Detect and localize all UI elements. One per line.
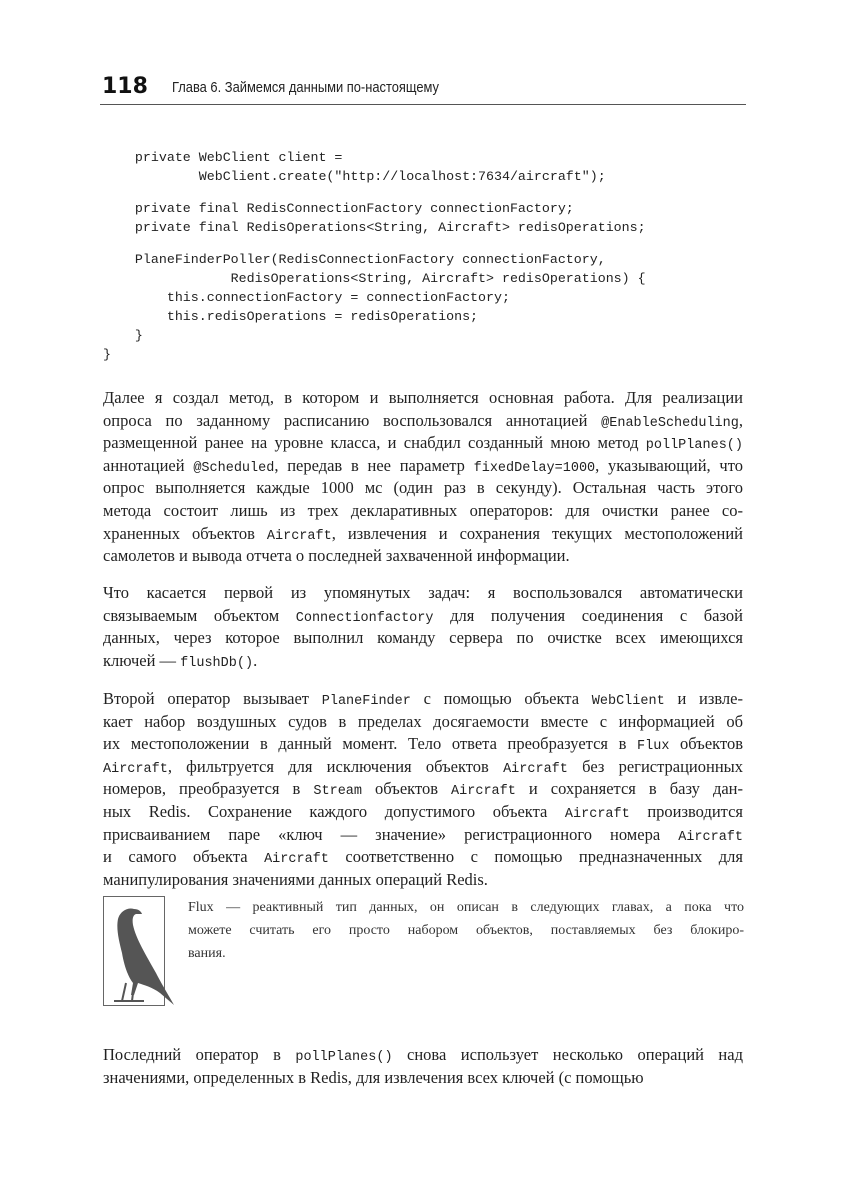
text-run: , передав в нее параметр [274, 455, 474, 475]
inline-code: Aircraft [103, 761, 168, 777]
inline-code: Flux [637, 739, 670, 755]
text-run: аннотацией [103, 455, 194, 475]
inline-code: WebClient [591, 694, 665, 709]
text-line [103, 627, 743, 650]
text-line [103, 711, 743, 734]
note-text [188, 896, 744, 965]
text-line [103, 801, 743, 824]
page-number: 118 [102, 74, 148, 99]
code-listing [103, 148, 646, 364]
text-run: присваиванием паре «ключ — значение» регистрационного номера [103, 824, 679, 844]
text-run: кает набор воздушных судов в пределах досягаемости вместе с информацией об [103, 711, 743, 731]
text-line [103, 523, 743, 546]
chapter-title: Глава 6. Займемся данными по-настоящему [172, 79, 439, 96]
text-line [103, 432, 743, 455]
text-run: снова использует несколько операций над [392, 1045, 743, 1064]
text-run: ных Redis. Сохранение каждого допустимого объекта [103, 801, 565, 821]
text-run: , указывающий, что [595, 455, 743, 475]
text-line [103, 477, 743, 500]
inline-code: Stream [313, 784, 362, 800]
header-rule [100, 104, 746, 105]
code-line: RedisOperations<String, Aircraft> redisOperations) { [103, 271, 646, 286]
text-run: без регистрационных [567, 756, 743, 776]
text-line [103, 756, 743, 779]
code-line: private WebClient client = [103, 150, 343, 165]
text-line [103, 824, 743, 847]
text-line [103, 869, 743, 892]
text-line [103, 1067, 743, 1090]
inline-code: pollPlanes() [645, 438, 743, 454]
text-line [103, 545, 743, 568]
text-line [103, 387, 743, 410]
code-line: private final RedisOperations<String, Aircraft> redisOperations; [103, 220, 646, 235]
text-run: объектов [362, 779, 452, 799]
text-run: . [253, 650, 258, 670]
text-run: , извлечения и сохранения текущих местоположений [331, 523, 743, 543]
text-line [103, 500, 743, 523]
text-run: их местоположении в данный момент. Тело ответа преобразуется в [103, 734, 638, 754]
text-run: Далее я создал метод, в котором и выполняется основная работа. Для реализации [103, 388, 743, 407]
inline-code: Aircraft [503, 761, 568, 777]
text-run: номеров, преобразуется в [103, 779, 314, 799]
code-line: WebClient.create("http://localhost:7634/aircraft"); [103, 169, 606, 184]
text-run: связываемым объектом [103, 605, 296, 625]
text-line [103, 455, 743, 478]
text-line [103, 1044, 743, 1067]
text-run: Последний оператор в [103, 1045, 296, 1064]
text-run: для получения соединения с базой [433, 605, 743, 625]
text-run: метода состоит лишь из трех декларативных операторов: для очистки ранее со- [103, 500, 743, 520]
inline-code: pollPlanes() [295, 1050, 393, 1065]
crow-note-icon [103, 896, 165, 1006]
paragraph-3 [103, 688, 743, 891]
text-line [103, 650, 743, 673]
text-line [103, 605, 743, 628]
inline-code: PlaneFinder [321, 694, 411, 709]
code-line: private final RedisConnectionFactory connectionFactory; [103, 201, 574, 216]
code-line [103, 237, 646, 250]
text-run: значениями, определенных в Redis, для извлечения всех ключей (с помощью [103, 1067, 644, 1087]
code-line: } [103, 328, 143, 343]
text-run: производится [629, 801, 743, 821]
text-run: самолетов и вывода отчета о последней захваченной информации. [103, 546, 570, 566]
text-run: с помощью объекта [410, 689, 592, 708]
code-line: PlaneFinderPoller(RedisConnectionFactory connectionFactory, [103, 252, 606, 267]
inline-code: fixedDelay=1000 [473, 460, 596, 476]
text-run: и самого объекта [103, 847, 265, 867]
text-run: размещенной ранее на уровне класса, и снабдил созданный мною метод [103, 433, 646, 453]
text-run: и извле- [664, 689, 743, 708]
inline-code: Connectionfactory [295, 610, 434, 626]
inline-code: Aircraft [678, 829, 743, 845]
text-run: опроса по заданному расписанию воспользовался аннотацией [103, 410, 602, 430]
code-line [103, 186, 646, 199]
paragraph-1 [103, 387, 743, 568]
note-line: Flux — реактивный тип данных, он описан в следующих главах, а пока что [188, 900, 744, 915]
code-line: } [103, 347, 111, 362]
inline-code: Aircraft [264, 852, 329, 868]
text-line [103, 846, 743, 869]
text-run: , [738, 410, 743, 430]
note-line: можете считать его просто набором объектов, поставляемых без блокиро- [188, 923, 744, 938]
text-line [103, 733, 743, 756]
note-line: вания. [188, 946, 226, 961]
inline-code: Aircraft [266, 528, 332, 544]
inline-code: flushDb() [180, 655, 254, 671]
text-run: данных, через которое выполнил команду сервера по очистке всех имеющихся [103, 628, 743, 648]
text-run: объектов [669, 734, 743, 754]
text-run: и сохраняется в базу дан- [515, 779, 743, 799]
text-run: Второй оператор вызывает [103, 689, 322, 708]
paragraph-4 [103, 1044, 743, 1089]
text-run: Что касается первой из упомянутых задач: я воспользовался автоматически [103, 583, 743, 602]
code-line: this.redisOperations = redisOperations; [103, 309, 479, 324]
text-run: манипулирования значениями данных операций Redis. [103, 869, 488, 889]
inline-code: Aircraft [564, 806, 630, 822]
text-run: опрос выполняется каждые 1000 мс (один раз в секунду). Остальная часть этого [103, 478, 743, 498]
inline-code: @EnableScheduling [601, 415, 739, 431]
text-line [103, 688, 743, 711]
text-line [103, 582, 743, 605]
inline-code: Aircraft [451, 784, 516, 800]
inline-code: @Scheduled [193, 460, 275, 476]
text-run: , фильтруется для исключения объектов [167, 756, 504, 776]
text-run: храненных объектов [103, 523, 267, 543]
text-line [103, 778, 743, 801]
text-run: соответственно с помощью предназначенных для [328, 847, 743, 867]
text-run: ключей — [103, 650, 181, 670]
paragraph-2 [103, 582, 743, 672]
code-line: this.connectionFactory = connectionFactory; [103, 290, 510, 305]
text-line [103, 410, 743, 433]
